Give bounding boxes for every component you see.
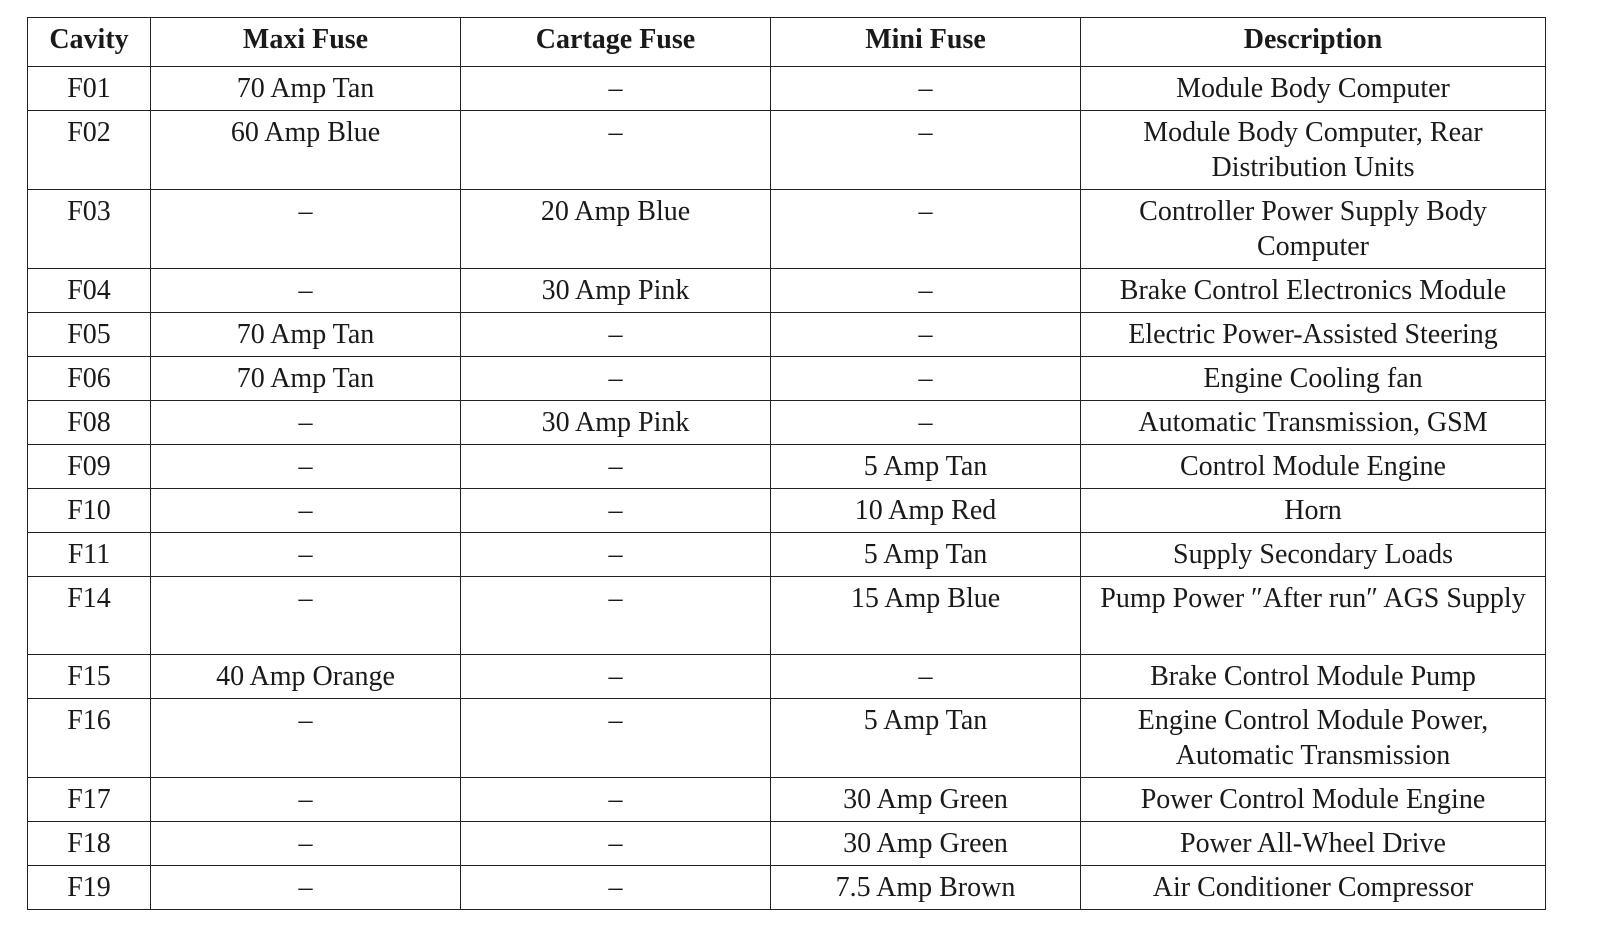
table-row: [28, 357, 1546, 401]
cell-description: Power Control Module Engine: [1081, 778, 1546, 822]
cell-cavity: F19: [28, 866, 151, 910]
cell-maxi-fuse: –: [151, 699, 461, 778]
cell-description: Power All-Wheel Drive: [1081, 822, 1546, 866]
cell-mini-fuse: –: [771, 401, 1081, 445]
table-row: [28, 445, 1546, 489]
table-row: [28, 655, 1546, 699]
cell-description: Brake Control Module Pump: [1081, 655, 1546, 699]
cell-description: Engine Control Module Power, Automatic Transmission: [1081, 699, 1546, 778]
header-description: Description: [1081, 18, 1546, 67]
cell-cartage-fuse: –: [461, 577, 771, 655]
cell-mini-fuse: 7.5 Amp Brown: [771, 866, 1081, 910]
cell-maxi-fuse: –: [151, 778, 461, 822]
cell-cavity: F01: [28, 67, 151, 111]
cell-cartage-fuse: –: [461, 445, 771, 489]
cell-maxi-fuse: –: [151, 533, 461, 577]
header-cartage-fuse: Cartage Fuse: [461, 18, 771, 67]
cell-cartage-fuse: 30 Amp Pink: [461, 401, 771, 445]
cell-mini-fuse: –: [771, 190, 1081, 269]
header-row: [28, 18, 1546, 67]
cell-maxi-fuse: 70 Amp Tan: [151, 313, 461, 357]
cell-maxi-fuse: 60 Amp Blue: [151, 111, 461, 190]
cell-maxi-fuse: –: [151, 445, 461, 489]
table-row: [28, 577, 1546, 655]
cell-mini-fuse: –: [771, 111, 1081, 190]
cell-description: Air Conditioner Compressor: [1081, 866, 1546, 910]
table-row: [28, 778, 1546, 822]
cell-maxi-fuse: –: [151, 577, 461, 655]
cell-cavity: F17: [28, 778, 151, 822]
cell-description: Module Body Computer, Rear Distribution Units: [1081, 111, 1546, 190]
cell-mini-fuse: –: [771, 655, 1081, 699]
cell-mini-fuse: –: [771, 67, 1081, 111]
cell-maxi-fuse: 70 Amp Tan: [151, 67, 461, 111]
cell-cartage-fuse: –: [461, 822, 771, 866]
cell-mini-fuse: 5 Amp Tan: [771, 445, 1081, 489]
cell-description: Pump Power ″After run″ AGS Supply: [1081, 577, 1546, 655]
cell-maxi-fuse: –: [151, 401, 461, 445]
cell-cavity: F06: [28, 357, 151, 401]
cell-cavity: F16: [28, 699, 151, 778]
cell-mini-fuse: –: [771, 269, 1081, 313]
cell-maxi-fuse: –: [151, 269, 461, 313]
cell-cartage-fuse: –: [461, 111, 771, 190]
cell-cavity: F05: [28, 313, 151, 357]
cell-mini-fuse: 15 Amp Blue: [771, 577, 1081, 655]
header-cavity: Cavity: [28, 18, 151, 67]
header-maxi-fuse: Maxi Fuse: [151, 18, 461, 67]
cell-cartage-fuse: –: [461, 357, 771, 401]
table-row: [28, 533, 1546, 577]
cell-maxi-fuse: –: [151, 489, 461, 533]
cell-cavity: F15: [28, 655, 151, 699]
cell-cavity: F08: [28, 401, 151, 445]
cell-cartage-fuse: –: [461, 313, 771, 357]
table-row: [28, 699, 1546, 778]
cell-mini-fuse: 10 Amp Red: [771, 489, 1081, 533]
table-row: [28, 822, 1546, 866]
cell-mini-fuse: 30 Amp Green: [771, 778, 1081, 822]
table-row: [28, 401, 1546, 445]
cell-cartage-fuse: –: [461, 533, 771, 577]
cell-cavity: F02: [28, 111, 151, 190]
cell-description: Control Module Engine: [1081, 445, 1546, 489]
cell-cartage-fuse: –: [461, 67, 771, 111]
cell-description: Electric Power-Assisted Steering: [1081, 313, 1546, 357]
table-row: [28, 111, 1546, 190]
cell-maxi-fuse: –: [151, 190, 461, 269]
table-row: [28, 489, 1546, 533]
cell-description: Engine Cooling fan: [1081, 357, 1546, 401]
fuse-table: [27, 17, 1546, 910]
table-row: [28, 866, 1546, 910]
cell-cavity: F14: [28, 577, 151, 655]
cell-cavity: F04: [28, 269, 151, 313]
cell-description: Supply Secondary Loads: [1081, 533, 1546, 577]
cell-cartage-fuse: 30 Amp Pink: [461, 269, 771, 313]
cell-cartage-fuse: –: [461, 778, 771, 822]
cell-mini-fuse: –: [771, 357, 1081, 401]
table-row: [28, 313, 1546, 357]
header-mini-fuse: Mini Fuse: [771, 18, 1081, 67]
cell-description: Horn: [1081, 489, 1546, 533]
cell-cavity: F11: [28, 533, 151, 577]
cell-cartage-fuse: –: [461, 655, 771, 699]
cell-cavity: F10: [28, 489, 151, 533]
cell-cavity: F09: [28, 445, 151, 489]
cell-description: Automatic Transmission, GSM: [1081, 401, 1546, 445]
cell-mini-fuse: 5 Amp Tan: [771, 699, 1081, 778]
cell-maxi-fuse: 40 Amp Orange: [151, 655, 461, 699]
cell-cartage-fuse: –: [461, 489, 771, 533]
cell-mini-fuse: –: [771, 313, 1081, 357]
cell-cavity: F03: [28, 190, 151, 269]
table-header: [28, 18, 1546, 67]
table-row: [28, 269, 1546, 313]
table-row: [28, 67, 1546, 111]
cell-maxi-fuse: 70 Amp Tan: [151, 357, 461, 401]
cell-cartage-fuse: 20 Amp Blue: [461, 190, 771, 269]
cell-mini-fuse: 30 Amp Green: [771, 822, 1081, 866]
cell-description: Controller Power Supply Body Computer: [1081, 190, 1546, 269]
cell-maxi-fuse: –: [151, 866, 461, 910]
cell-maxi-fuse: –: [151, 822, 461, 866]
cell-description: Module Body Computer: [1081, 67, 1546, 111]
table-row: [28, 190, 1546, 269]
cell-cartage-fuse: –: [461, 866, 771, 910]
cell-cavity: F18: [28, 822, 151, 866]
cell-description: Brake Control Electronics Module: [1081, 269, 1546, 313]
cell-cartage-fuse: –: [461, 699, 771, 778]
table-body: [28, 67, 1546, 910]
cell-mini-fuse: 5 Amp Tan: [771, 533, 1081, 577]
